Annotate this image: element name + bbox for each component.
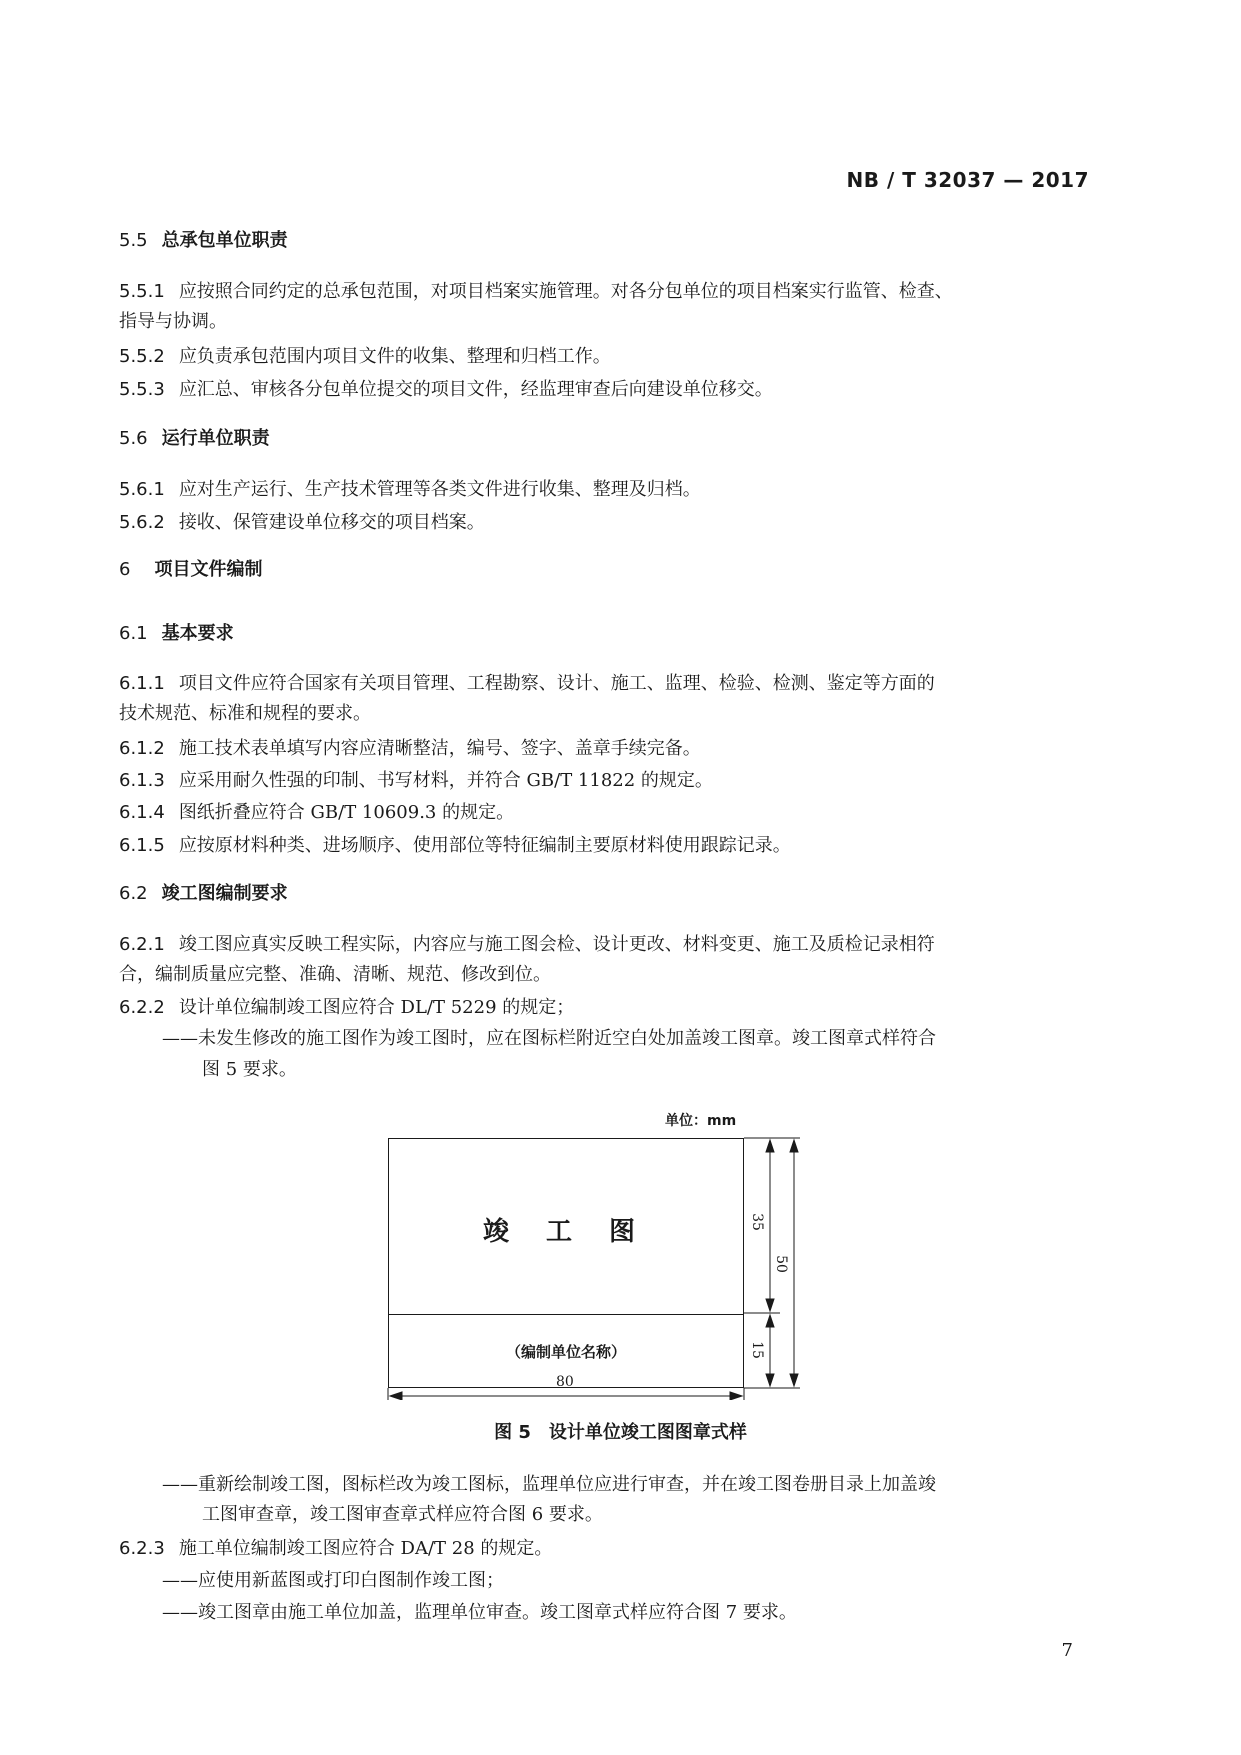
clause-text: 施工单位编制竣工图应符合 DA/T 28 的规定。 — [178, 1538, 553, 1559]
section-heading-5-5 — [119, 229, 288, 253]
figure-title: 设计单位竣工图图章式样 — [548, 1422, 747, 1443]
clause-text: 施工技术表单填写内容应清晰整洁，编号、签字、盖章手续完备。 — [178, 738, 701, 759]
stamp-unit-name: （编制单位名称） — [505, 1343, 626, 1361]
section-number: 5.6 — [119, 428, 148, 449]
figure-caption — [0, 1418, 1241, 1444]
clause-number: 6.2.1 — [119, 934, 165, 955]
section-title: 基本要求 — [161, 623, 234, 644]
dash-item-2-continued: 工图审查章，竣工图审查章式样应符合图 6 要求。 — [202, 1504, 603, 1525]
clause-number: 5.6.1 — [119, 479, 165, 500]
dash-item-2: ——重新绘制竣工图，图标栏改为竣工图标，监理单位应进行审查，并在竣工图卷册目录上加盖竣 — [162, 1474, 936, 1495]
clause-6-2-1-continued: 合，编制质量应完整、准确、清晰、规范、修改到位。 — [119, 964, 551, 985]
dash-item-3: ——应使用新蓝图或打印白图制作竣工图； — [162, 1570, 504, 1591]
dimension-80: 80 — [556, 1374, 574, 1390]
clause-text: 设计单位编制竣工图应符合 DL/T 5229 的规定； — [178, 997, 575, 1018]
clause-6-1-3 — [119, 769, 713, 793]
clause-5-5-3 — [119, 378, 773, 402]
clause-5-6-2 — [119, 511, 485, 535]
dash-item-1: ——未发生修改的施工图作为竣工图时，应在图标栏附近空白处加盖竣工图章。竣工图章式样符合 — [162, 1028, 936, 1049]
clause-number: 5.5.2 — [119, 346, 165, 367]
clause-6-1-5 — [119, 834, 791, 858]
figure-number: 图 5 — [494, 1422, 531, 1443]
clause-number: 6.1.2 — [119, 738, 165, 759]
stamp-title: 竣 工 图 — [482, 1217, 650, 1247]
dash-item-1-continued: 图 5 要求。 — [202, 1059, 297, 1080]
clause-6-2-1 — [119, 933, 935, 957]
clause-number: 5.6.2 — [119, 512, 165, 533]
section-number: 5.5 — [119, 230, 148, 251]
clause-number: 6.2.3 — [119, 1538, 165, 1559]
clause-number: 6.1.4 — [119, 802, 165, 823]
clause-text: 竣工图应真实反映工程实际，内容应与施工图会检、设计更改、材料变更、施工及质检记录相符 — [178, 934, 935, 955]
clause-number: 5.5.1 — [119, 281, 165, 302]
dimension-50: 50 — [772, 1255, 789, 1273]
clause-number: 6.1.1 — [119, 673, 165, 694]
section-number: 6.2 — [119, 883, 148, 904]
clause-text: 应按原材料种类、进场顺序、使用部位等特征编制主要原材料使用跟踪记录。 — [178, 835, 791, 856]
section-heading-5-6 — [119, 427, 270, 451]
clause-number: 6.2.2 — [119, 997, 165, 1018]
section-number: 6.1 — [119, 623, 148, 644]
section-heading-6-1 — [119, 622, 234, 646]
clause-6-2-2 — [119, 996, 574, 1020]
standard-code: NB / T 32037 — 2017 — [846, 168, 1089, 192]
clause-number: 6.1.3 — [119, 770, 165, 791]
clause-6-2-3 — [119, 1537, 552, 1561]
clause-text: 图纸折叠应符合 GB/T 10609.3 的规定。 — [178, 802, 515, 823]
clause-5-5-2 — [119, 345, 611, 369]
unit-label: 单位：mm — [665, 1113, 737, 1129]
clause-5-6-1 — [119, 478, 701, 502]
dimension-15: 15 — [748, 1341, 765, 1359]
figure-5 — [380, 1110, 840, 1400]
clause-text: 应采用耐久性强的印制、书写材料，并符合 GB/T 11822 的规定。 — [178, 770, 713, 791]
section-number: 6 — [119, 559, 131, 580]
dimension-35: 35 — [748, 1213, 765, 1231]
section-title: 运行单位职责 — [161, 428, 270, 449]
clause-text: 应对生产运行、生产技术管理等各类文件进行收集、整理及归档。 — [178, 479, 701, 500]
dash-item-4: ——竣工图章由施工单位加盖，监理单位审查。竣工图章式样应符合图 7 要求。 — [162, 1602, 797, 1623]
clause-6-1-1 — [119, 672, 935, 696]
clause-6-1-4 — [119, 801, 514, 825]
clause-text: 应按照合同约定的总承包范围，对项目档案实施管理。对各分包单位的项目档案实行监管、检查、 — [178, 281, 953, 302]
clause-number: 6.1.5 — [119, 835, 165, 856]
clause-number: 5.5.3 — [119, 379, 165, 400]
clause-text: 项目文件应符合国家有关项目管理、工程勘察、设计、施工、监理、检验、检测、鉴定等方面的 — [178, 673, 935, 694]
clause-text: 接收、保管建设单位移交的项目档案。 — [178, 512, 485, 533]
clause-5-5-1 — [119, 280, 953, 304]
section-title: 竣工图编制要求 — [161, 883, 288, 904]
section-title: 总承包单位职责 — [161, 230, 288, 251]
section-title: 项目文件编制 — [154, 559, 263, 580]
section-heading-6-2 — [119, 882, 288, 906]
clause-6-1-1-continued: 技术规范、标准和规程的要求。 — [119, 703, 371, 724]
clause-5-5-1-continued: 指导与协调。 — [119, 311, 227, 332]
clause-6-1-2 — [119, 737, 701, 761]
clause-text: 应负责承包范围内项目文件的收集、整理和归档工作。 — [178, 346, 611, 367]
dimension-lines — [380, 1110, 840, 1400]
clause-text: 应汇总、审核各分包单位提交的项目文件，经监理审查后向建设单位移交。 — [178, 379, 773, 400]
page-number: 7 — [1061, 1640, 1073, 1661]
section-heading-6 — [119, 558, 262, 582]
